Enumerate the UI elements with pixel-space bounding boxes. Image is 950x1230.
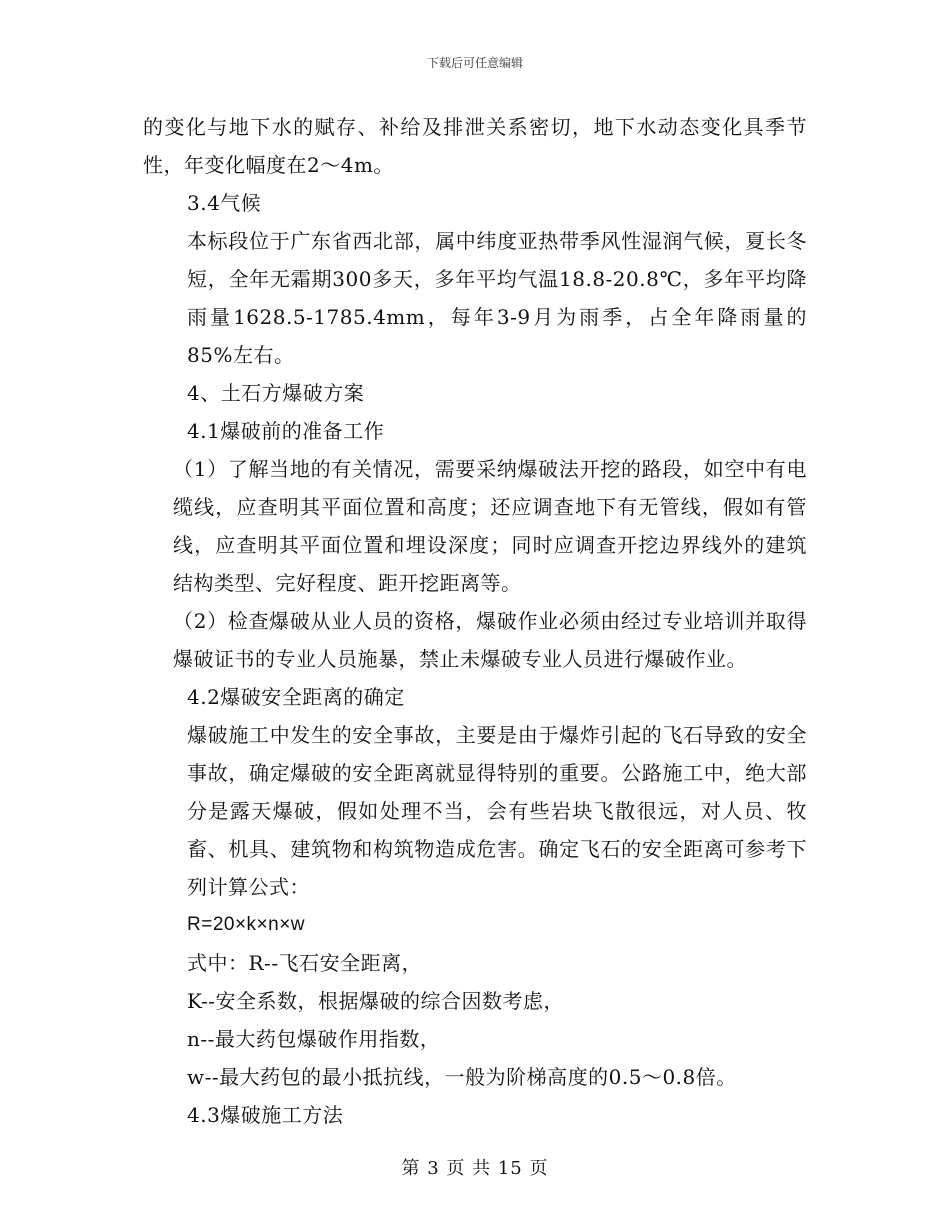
document-body xyxy=(143,108,807,1134)
paragraph-climate: 本标段位于广东省西北部，属中纬度亚热带季风性湿润气候，夏长冬短，全年无霜期300多天，多年平均气温18.8-20.8℃，多年平均降雨量1628.5-1785.4mm，每年3-9月为雨季，占全年降雨量的85%左右。 xyxy=(187,229,807,367)
paragraph-preparation-2: （2）检查爆破从业人员的资格，爆破作业必须由经过专业培训并取得爆破证书的专业人员施暴，禁止未爆破专业人员进行爆破作业。 xyxy=(173,609,807,671)
formula: R=20×k×n×w xyxy=(187,914,306,935)
page-footer: 第 3 页 共 15 页 xyxy=(401,1158,549,1179)
paragraph-safety-distance: 爆破施工中发生的安全事故，主要是由于爆炸引起的飞石导致的安全事故，确定爆破的安全距离就显得特别的重要。公路施工中，绝大部分是露天爆破，假如处理不当，会有些岩块飞散很远，对人员、牧畜、机具、建筑物和构筑物造成危害。确定飞石的安全距离可参考下列计算公式： xyxy=(187,723,807,899)
heading-4-1-preparation: 4.1爆破前的准备工作 xyxy=(187,419,385,443)
heading-4-2-safety-distance: 4.2爆破安全距离的确定 xyxy=(187,685,405,709)
paragraph-groundwater: 的变化与地下水的赋存、补给及排泄关系密切，地下水动态变化具季节性，年变化幅度在2～4m。 xyxy=(143,115,807,177)
page-header: 下载后可任意编辑 xyxy=(426,56,523,70)
heading-4-blasting-plan: 4、土石方爆破方案 xyxy=(187,381,365,405)
formula-where-k: K--安全系数，根据爆破的综合因数考虑， xyxy=(187,989,565,1013)
heading-4-3-construction-method: 4.3爆破施工方法 xyxy=(187,1103,344,1127)
paragraph-preparation-1: （1）了解当地的有关情况，需要采纳爆破法开挖的路段，如空中有电缆线，应查明其平面位置和高度；还应调查地下有无管线，假如有管线，应查明其平面位置和埋设深度；同时应调查开挖边界线外的建筑结构类型、完好程度、距开挖距离等。 xyxy=(173,457,807,595)
formula-where-r: 式中：R--飞石安全距离， xyxy=(187,951,423,975)
formula-where-n: n--最大药包爆破作用指数， xyxy=(187,1027,441,1051)
heading-3-4-climate: 3.4气候 xyxy=(187,191,262,215)
formula-where-w: w--最大药包的最小抵抗线，一般为阶梯高度的0.5～0.8倍。 xyxy=(187,1065,737,1089)
